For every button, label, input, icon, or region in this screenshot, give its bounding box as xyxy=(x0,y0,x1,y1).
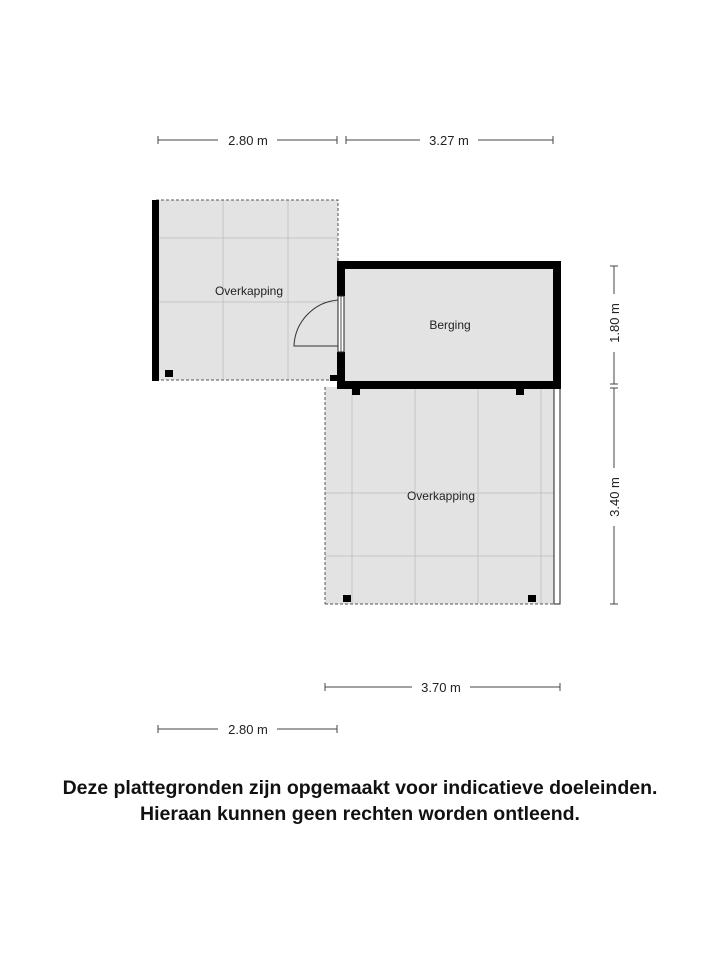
disclaimer-line-2: Hieraan kunnen geen rechten worden ontleend. xyxy=(140,803,580,825)
room-label-overkapping-bottom: Overkapping xyxy=(406,489,476,503)
post xyxy=(343,595,351,602)
post xyxy=(330,375,338,381)
post xyxy=(165,370,173,377)
overkapping-top-wall xyxy=(152,200,159,381)
post xyxy=(528,595,536,602)
dimension-label-right-bottom: 3.40 m xyxy=(607,477,622,517)
dimension-label-top-right: 3.27 m xyxy=(429,133,469,148)
post xyxy=(352,389,360,395)
dimension-label-bottom-left: 2.80 m xyxy=(228,722,268,737)
dimension-label-top-left: 2.80 m xyxy=(228,133,268,148)
disclaimer-line-1: Deze plattegronden zijn opgemaakt voor indicatieve doeleinden. xyxy=(62,777,658,799)
dimension-label-bottom-right: 3.70 m xyxy=(421,680,461,695)
post xyxy=(516,389,524,395)
room-label-berging: Berging xyxy=(429,318,471,332)
room-label-overkapping-top: Overkapping xyxy=(214,284,284,298)
overkapping-bottom-right-wall xyxy=(554,387,560,604)
dimension-label-right-top: 1.80 m xyxy=(607,303,622,343)
